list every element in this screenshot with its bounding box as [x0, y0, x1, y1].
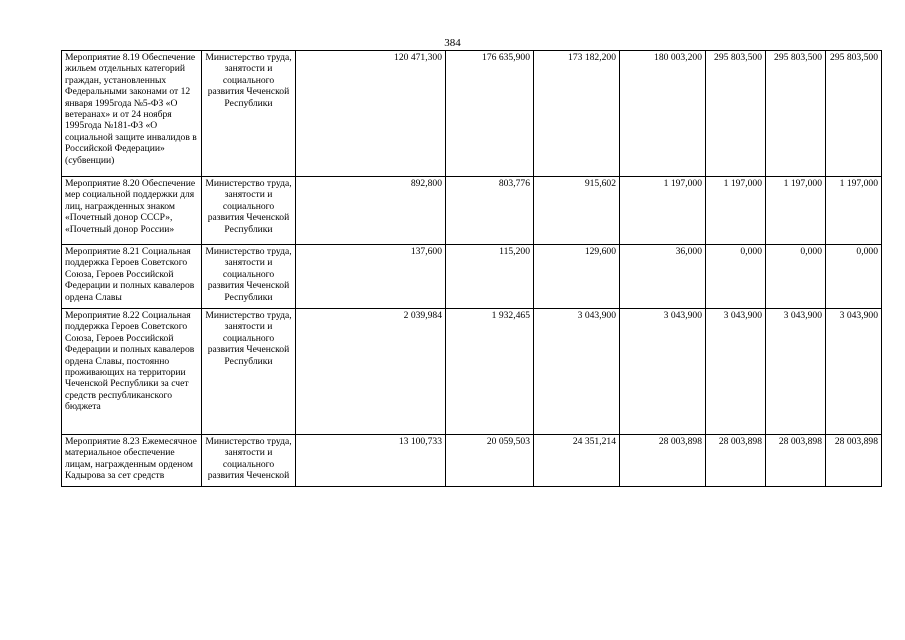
value-cell: 24 351,214: [534, 435, 620, 487]
responsible-cell: Министерство труда, занятости и социального развития Чеченской Республики: [202, 51, 296, 177]
event-name-cell: Мероприятие 8.20 Обеспечение мер социальной поддержки для лиц, награжденных знаком «Почетный донор СССР», «Почетный донор России»: [62, 177, 202, 245]
value-cell: 295 803,500: [826, 51, 882, 177]
event-name-cell: Мероприятие 8.21 Социальная поддержка Героев Советского Союза, Героев Российской Федерации и полных кавалеров ордена Славы: [62, 245, 202, 309]
value-cell: 20 059,503: [446, 435, 534, 487]
value-cell: 28 003,898: [826, 435, 882, 487]
value-cell: 1 197,000: [706, 177, 766, 245]
responsible-cell: Министерство труда, занятости и социального развития Чеченской Республики: [202, 177, 296, 245]
value-cell: 0,000: [826, 245, 882, 309]
value-cell: 0,000: [766, 245, 826, 309]
value-cell: 36,000: [620, 245, 706, 309]
value-cell: 28 003,898: [620, 435, 706, 487]
value-cell: 295 803,500: [706, 51, 766, 177]
table-row: [62, 309, 882, 435]
value-cell: 1 197,000: [826, 177, 882, 245]
value-cell: 13 100,733: [296, 435, 446, 487]
value-cell: 3 043,900: [706, 309, 766, 435]
value-cell: 120 471,300: [296, 51, 446, 177]
value-cell: 2 039,984: [296, 309, 446, 435]
value-cell: 137,600: [296, 245, 446, 309]
value-cell: 803,776: [446, 177, 534, 245]
table-row: [62, 245, 882, 309]
page-number: 384: [444, 37, 461, 49]
table-row: [62, 177, 882, 245]
value-cell: 180 003,200: [620, 51, 706, 177]
table-row: [62, 51, 882, 177]
value-cell: 3 043,900: [620, 309, 706, 435]
responsible-cell: Министерство труда, занятости и социального развития Чеченской: [202, 435, 296, 487]
event-name-cell: Мероприятие 8.19 Обеспечение жильем отдельных категорий граждан, установленных Федеральными законами от 12 января 1995года №5-ФЗ «О ветеранах» и от 24 ноября 1995года №181-ФЗ «О социальной защите инвалидов в Российской Федерации» (субвенции): [62, 51, 202, 177]
value-cell: 1 197,000: [766, 177, 826, 245]
value-cell: 1 932,465: [446, 309, 534, 435]
value-cell: 295 803,500: [766, 51, 826, 177]
value-cell: 3 043,900: [534, 309, 620, 435]
value-cell: 129,600: [534, 245, 620, 309]
value-cell: 28 003,898: [706, 435, 766, 487]
table-row: [62, 435, 882, 487]
value-cell: 115,200: [446, 245, 534, 309]
responsible-cell: Министерство труда, занятости и социального развития Чеченской Республики: [202, 245, 296, 309]
value-cell: 1 197,000: [620, 177, 706, 245]
value-cell: 3 043,900: [766, 309, 826, 435]
event-name-cell: Мероприятие 8.23 Ежемесячное материальное обеспечение лицам, награжденным орденом Кадырова за сет средств: [62, 435, 202, 487]
event-name-cell: Мероприятие 8.22 Социальная поддержка Героев Советского Союза, Героев Российской Федерации и полных кавалеров ордена Славы, постоянно проживающих на территории Чеченской Республики за счет средств республиканского бюджета: [62, 309, 202, 435]
value-cell: 3 043,900: [826, 309, 882, 435]
budget-table: [61, 50, 882, 487]
value-cell: 0,000: [706, 245, 766, 309]
value-cell: 28 003,898: [766, 435, 826, 487]
value-cell: 892,800: [296, 177, 446, 245]
value-cell: 173 182,200: [534, 51, 620, 177]
value-cell: 915,602: [534, 177, 620, 245]
responsible-cell: Министерство труда, занятости и социального развития Чеченской Республики: [202, 309, 296, 435]
value-cell: 176 635,900: [446, 51, 534, 177]
